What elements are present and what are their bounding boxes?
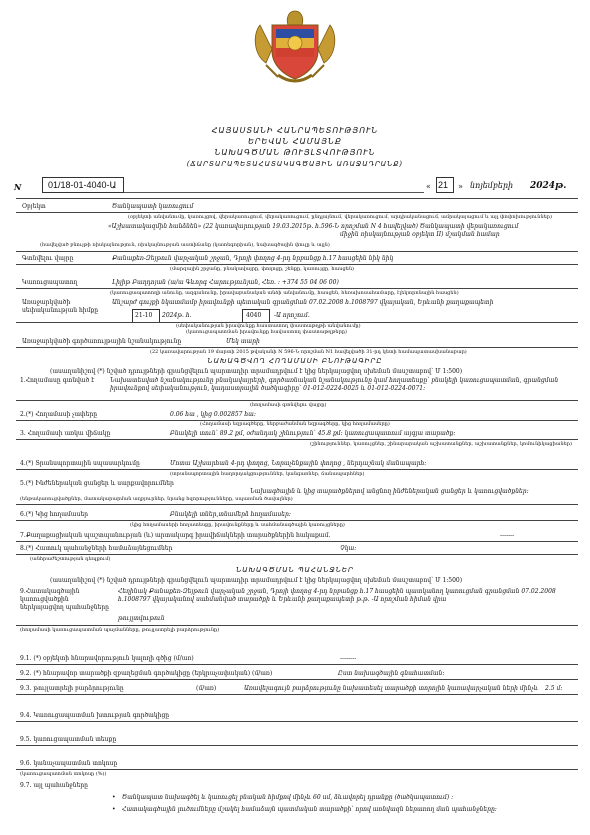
rule [16,541,578,542]
customer-value: Լիլիթ Բաղդոյան (ա/ա Գևորգ Հարությունյան, Հեռ. ։ +374 55 04 06 00) [112,279,339,286]
rule [16,198,578,199]
r97-label: 9.7. այլ պահանջները [20,782,88,789]
customer-label: Կառուցապատող [22,279,78,286]
basis-note-2: (կառուցապատման իրավունքը հավաստող փաստաթղթերը) [186,329,347,335]
r9-value: Հեղինակ Քանաքեռ-Զեյթուն վարչական շրջան, Դրոյի փողոց 4-րդ նրբանցք հ.17 հասցեին պատկանող կառուցման գրանցման 07.02.2008 հ.1008797 վկայականով սահմանված տարածքի և Երևանի քաղաքապետի թ.թ. -Ա որոշման հիման վրա [118,588,556,603]
basis-number: 4040 [246,312,262,319]
r91-value: -------- [340,655,357,662]
date-day: 21 [438,180,449,190]
r6-value: Բնակելի տներ,տնամերձ հողամասեր։ [170,511,291,518]
basis-date: 21-10 [135,312,153,319]
object-label: Օբյեկտ [22,203,46,210]
rule [16,721,578,722]
rule [16,554,578,555]
community-heading: ԵՐԵՎԱՆ ՀԱՄԱՅՆՔ [248,137,342,146]
rule [16,769,578,770]
r94-label: 9.4. Կառուցապատման խտության գործակիցը [20,712,170,719]
object-note: (օբյեկտի անվանումը, կառույցով, վերակառուցում, վերակառուցում, ընդլայնում, վերակառուցում, արդիականացում, ամրակայացում և այլ փոփոխություններ) [128,214,552,220]
r5-value: Նախագծային և կից տարածքներով անցնող ինժեներական ցանցեր և կառուցվածքներ։ [250,488,529,495]
r1-value: Նախատեսված նշանակությունը բնակավայրերի, գործառնական նշանակությունը կամ հողատեսքը՝ բնակելի կառուցապատման, գրանցման իրավունքով սեփականություն, կադաստրային ծածկագիրը՝ 01-012-0224-0025 և 01-012-0224-0071։ [110,377,559,392]
r4-label: 4.(*) Տրանսպորտային սպասարկումը [20,460,140,467]
rule [16,288,578,289]
r5-label: 5.(*) Ինժեներական ցանցեր և սարքավորումներ [20,480,174,487]
bullet-icon: • [112,806,116,813]
rule [16,679,578,680]
section1-title: ՆԱԽԱԳԾՎՈՂ ՀՈՂԱՄԱՍԻ ԲՆՈՒԹԱԳԻՐԸ [207,357,383,365]
program-value: «Աշխատակազմին հանձնեն» (22 կառավարության 19.03.2015թ. հ.596-Ն որոշման N 4 հավելված) Ծանկապատի վերակառուցում [108,223,519,230]
document-subtype-heading: (ՃԱՐՏԱՐԱՊԵՏԱՀԱՏԱԿԱԳԾԱՅԻՆ ԱՌԱՋԱԴՐԱՆՔ) [186,160,404,168]
r96-label: 9.6. կանաչապատման տոկոսը [20,760,118,767]
rule [16,251,578,252]
date-quote-close: » [458,182,463,191]
r92-value: Ըստ նախագծային գնահատման։ [338,670,445,677]
document-type-heading: ՆԱԽԱԳԾՄԱՆ ԹՈՒՅԼՏՎՈՒԹՅՈՒՆ [214,148,376,157]
requirement-bullet-1: Ծանկապատ նախագծել և կառուցել բնական հիմքով մինչև 60 սմ, ձևավորել դրանքը (ծածկապատում) ։ [122,794,454,801]
r7-value: ------- [500,532,515,539]
program-value-line2: միջին ռիսկայնության օբյեկտ II) մշակման համար [340,231,500,238]
r4-note: (տրանսպորտային հաղորդակցություններ, կանգառներ, ճանապարհներ) [170,471,365,477]
r3-label: 3. Հողամասի առկա վիճակը [20,430,111,437]
function-label: Առաջարկվածի գործառույթային նշանակությունը [22,338,182,345]
r93-label: 9.3. թույլատրելի բարձրությունը [20,685,124,692]
date-quote-open: « [426,182,431,191]
basis-label: Առաջարկվածի [22,299,71,306]
number-prefix: N [14,182,22,192]
function-value: Մեկ տարի [226,338,260,345]
r9-value-line2: թույլտվութուն [118,615,165,622]
r8-label: 8.(*) Հատուկ պահանջների համաձայնեցումներ [20,545,173,552]
rule [16,264,578,265]
basis-label-line2: սեփականության հիմքը [22,307,99,314]
number-underline [124,192,424,193]
r93-unit: (մ/առ) [196,685,217,692]
basis-year: 2024թ. հ. [162,312,192,319]
r6-label: 6.(*) Կից հողամասեր [20,511,88,518]
r95-label: 9.5. կառուցապատման տեսքը [20,736,117,743]
r9-note: (հողամասի կառուցապատման պայմանները, թույլատրելի բարձրությունը) [20,627,220,633]
rule [16,439,578,440]
rule [16,504,578,505]
country-heading: ՀԱՅԱՍՏԱՆԻ ՀԱՆՐԱՊԵՏՈՒԹՅՈՒՆ [211,126,379,135]
rule [16,520,578,521]
object-value: Ծանկապատի կառուցում [112,203,194,210]
customer-note: (կառուցապատողի անունը, ազգանունը, իրավաբանական անձի անվանումը, հասցեն, հեռախոսահամարը, էլեկտրոնային հասցեն) [110,290,459,296]
r7-label: 7.Քաղաքացիական պաշտպանության (և) արտակարգ իրավիճակների տարածքներին հակաքամ. [20,532,331,539]
basis-note: (սեփականության իրավունքը հաստատող փաստաթղթի անվանումը) [176,323,361,329]
bullet-icon: • [112,794,116,801]
r6-note: (կից հողամասերի հողատեսքը, իրավունքները և սահմանագծային կառույցները) [130,522,345,528]
r1-note: (հողամասի գտնվելու վայրը) [250,402,327,408]
r93-value-2: 2.5 մ։ [545,685,563,692]
rule [16,745,578,746]
r1-label: 1.Հողամասը գտնված է [20,377,95,384]
r92-label: 9.2. (*) հնարավոր տարածքի զբաղեցման գործակիցը (երկրաչափական) (մ/առ) [20,670,273,677]
r3-value: Բնակելի տուն՝ 89.2 քմ, օժանդակ շինություն՝ 45.8 քմ։ կառուցապատում այգյա տարածք։ [170,430,456,437]
date-year: 2024թ. [530,181,567,191]
r93-value: Առավելագույն բարձրությունը նախատեսել տարածքի տորոյին կառավարչական ների մինչև [244,685,539,692]
rule [16,664,578,665]
document-number: 01/18-01-4040-Ա [48,180,117,190]
rule [16,347,578,348]
rule [16,400,578,401]
r2-label: 2.(*) Հողամասի չափերը [20,411,98,418]
r96-note: (կառուցապատման տոկոսը (%)) [20,771,107,777]
r2-value: 0.06 հա , կից 0.002857 հա։ [170,411,256,418]
rule [16,469,578,470]
location-value: Քանաքեռ-Զեյթուն վարչական շրջան, Դրոյի փողոց 4-րդ նրբանցք հ.17 հասցեին նիկ նիկ [112,255,394,262]
r4-value: Մոտա Աշխարհան 4-րդ փողոց, Նորաչենքային փողոց , ներդաշնակ մանապարհ։ [170,460,427,467]
r2-note: (Հողամասի եզրագծերը, ներբաժանման եզրագծերը, կից հողամասերը) [200,421,390,427]
location-note: (մարզային շրջանը, բնակավայրը, փողոցը, շենքը, կառույցը, հասցեն) [170,266,354,272]
location-label: Գտնվելու վայրը [22,255,74,262]
program-note: (հավելված բնույթի ռիսկայնություն, ռիսկայնության աստիճանը (կատեգորիան), նախագծային փուլը և այլն) [40,242,330,248]
r8-value: Չկա։ [340,545,357,552]
r3-note: (շինություններ, կառույցներ, շինարարական աշխատանքներ, աշխատանքներ, կոմունիկացիաներ) [310,441,572,447]
basis-value: Անշարժ գույքի նկատմամբ իրավունքի պետական գրանցման 07.02.2008 հ.1008797 վկայական, Երևանի քաղաքապետի [112,299,494,306]
r91-label: 9.1. (*) օբյեկտի հնարավորություն կալողի գծից (մ/առ) [20,655,194,662]
function-note: (22 կառավարության 19 մարտի 2015 թվականի N 596-Ն որոշման N1 հավելվածի 31-րդ կետի համապատասխանաբար) [150,349,467,355]
section2-title: ՆԱԽԱԳԾՄԱՆ ՊԱՀԱՆՋՆԵՐ [236,566,354,574]
date-month: նոյեմբերի [470,181,514,190]
rule [16,212,578,213]
requirement-bullet-2: Հատակագծային լուծումները մշակել համաձայն պատմական տարածքի՝ որով առնվազն ներառող ման պահանջները։ [122,806,497,813]
r9-label: 9.Հատակագծային կառուցվածքին ներկայացվող պահանջները [20,588,109,611]
coat-of-arms-emblem [248,5,342,91]
r5-note: (ենթակառուցվածքներ, մատակարարման աղբյուրներ, նրանց հզորությունները, սպառման ծավալներ) [20,496,293,502]
rule [16,694,578,695]
rule [16,625,578,626]
basis-decision: -Ա որոշում. [274,312,310,319]
r8-note: (անհրաժեշտության դեպքում) [30,556,111,562]
section1-intro: (ասաղանիշով (*) նշված դրույթների գրանցվելուն պարտադիր տրամադրվում է կից ներկայացվող սխեման մասշտաբով՝ Մ 1:500) [50,368,463,375]
section2-intro: (ասաղանիշով (*) նշված դրույթների գրանցվելուն պարտադիր տրամադրվում է կից ներկայացվող սխեման մասշտաբով՝ Մ 1:500) [50,577,463,584]
